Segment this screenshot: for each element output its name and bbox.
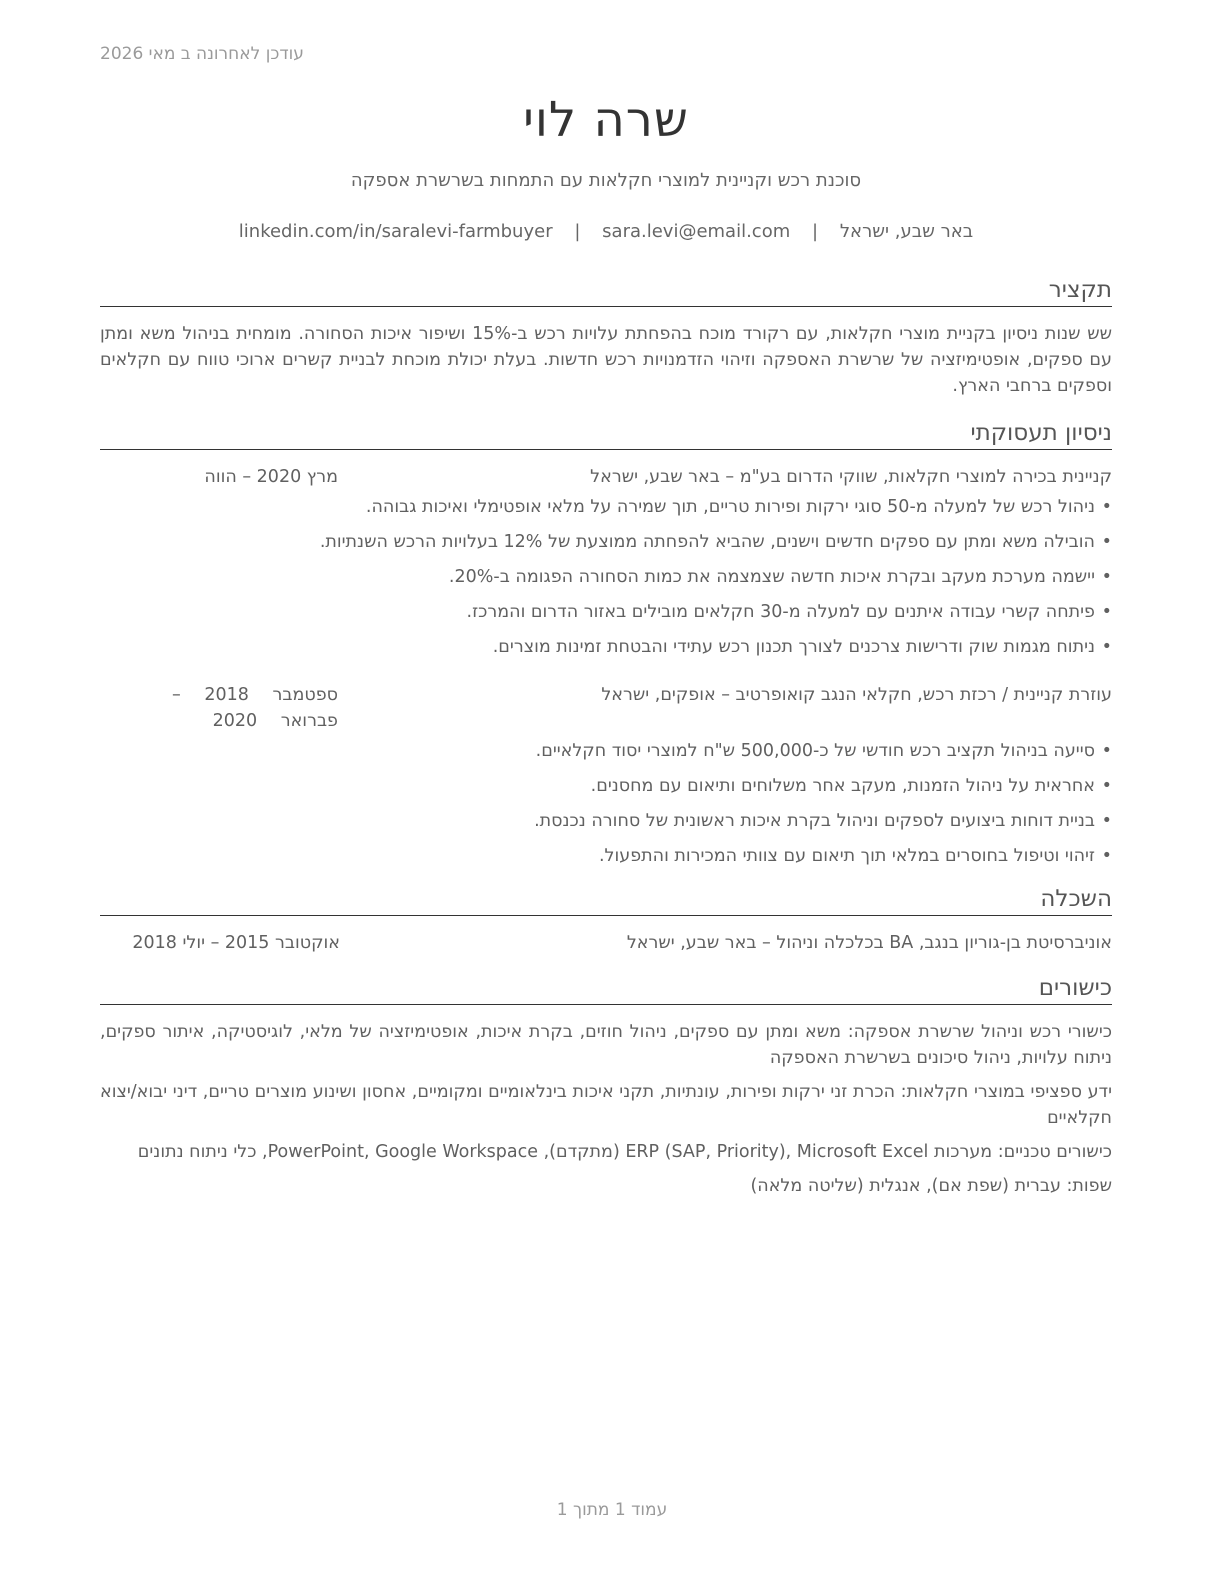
job-entry (100, 682, 1112, 869)
job-bullets (100, 494, 1112, 660)
last-updated-note: עודכן לאחרונה ב מאי 2026 (100, 44, 304, 64)
contact-line (100, 221, 1112, 242)
skill-item: ידע ספציפי במוצרי חקלאות: הכרת זני ירקות ופירות, עונתיות, תקני איכות בינלאומיים ומקומיים, אחסון ושינוע מוצרים טריים, דיני יבוא/יצוא חקלאיים (100, 1082, 1112, 1128)
resume-content (100, 276, 1112, 1207)
skills-heading: כישורים (100, 974, 1112, 1005)
job-bullet: • ניהול רכש של למעלה מ-50 סוגי ירקות ופירות טריים, תוך שמירה על מלאי אופטימלי ואיכות גבוהה. (100, 494, 1112, 520)
email-link[interactable]: sara.levi@email.com (602, 221, 791, 242)
education-entry (100, 930, 1112, 956)
job-bullet: • ניתוח מגמות שוק ודרישות צרכנים לצורך תכנון רכש עתידי והבטחת זמינות מוצרים. (100, 634, 1112, 660)
job-role: קניינית בכירה למוצרי חקלאות, שווקי הדרום בע"מ – באר שבע, ישראל (590, 467, 1112, 487)
experience-heading: ניסיון תעסוקתי (100, 419, 1112, 450)
job-bullet: • זיהוי וטיפול בחוסרים במלאי תוך תיאום עם צוותי המכירות והתפעול. (100, 843, 1112, 869)
skill-item: כישורים טכניים: מערכות ERP (SAP, Priority), Microsoft Excel (מתקדם), PowerPoint, Google Workspace, כלי ניתוח נתונים (137, 1142, 1112, 1162)
summary-text: שש שנות ניסיון בקניית מוצרי חקלאות, עם רקורד מוכח בהפחתת עלויות רכש ב-15% ושיפור איכות הסחורה. מומחית בניהול משא ומתן עם ספקים, אופטימיזציה של שרשרת האספקה וזיהוי הזדמנויות רכש חדשות. בעלת יכולת מוכחת לבניית קשרים ארוכי טווח עם חקלאים וספקים ברחבי הארץ. (100, 324, 1113, 396)
job-header (100, 682, 1112, 734)
page-number: עמוד 1 מתוך 1 (556, 1500, 668, 1520)
contact-separator: | (812, 221, 819, 242)
skill-item: כישורי רכש וניהול שרשרת אספקה: משא ומתן עם ספקים, ניהול חוזים, בקרת איכות, אופטימיזציה של מלאי, לוגיסטיקה, איתור ספקים, ניתוח עלויות, ניהול סיכונים בשרשרת האספקה (100, 1022, 1112, 1068)
education-institution: אוניברסיטת בן-גוריון בנגב, BA בכלכלה וניהול – באר שבע, ישראל (626, 933, 1112, 953)
summary-heading: תקציר (100, 276, 1112, 307)
education-heading: השכלה (100, 885, 1112, 916)
job-header (100, 464, 1112, 490)
candidate-title: סוכנת רכש וקניינית למוצרי חקלאות עם התמחות בשרשרת אספקה (350, 170, 862, 191)
linkedin-link[interactable]: linkedin.com/in/saralevi-farmbuyer (238, 221, 553, 242)
location-text: באר שבע, ישראל (839, 221, 974, 242)
job-bullet: • הובילה משא ומתן עם ספקים חדשים וישנים, שהביא להפחתה ממוצעת של 12% בעלויות הרכש השנתיות. (100, 529, 1112, 555)
job-dates: מרץ 2020 – הווה (204, 467, 338, 487)
job-bullet: • סייעה בניהול תקציב רכש חודשי של כ-500,000 ש"ח למוצרי יסוד חקלאיים. (100, 738, 1112, 764)
job-entry (100, 464, 1112, 660)
job-dates: ספטמבר 2018 – פברואר 2020 (172, 685, 338, 731)
job-bullet: • פיתחה קשרי עבודה איתנים עם למעלה מ-30 חקלאים מובילים באזור הדרום והמרכז. (100, 599, 1112, 625)
contact-separator: | (574, 221, 581, 242)
resume-header (100, 92, 1112, 242)
job-role: עוזרת קניינית / רכזת רכש, חקלאי הנגב קואופרטיב – אופקים, ישראל (601, 685, 1112, 705)
skill-item: שפות: עברית (שפת אם), אנגלית (שליטה מלאה) (750, 1176, 1112, 1196)
candidate-name: שרה לוי (523, 92, 689, 148)
job-bullet: • בניית דוחות ביצועים לספקים וניהול בקרת איכות ראשונית של סחורה נכנסת. (100, 808, 1112, 834)
job-bullet: • יישמה מערכת מעקב ובקרת איכות חדשה שצמצמה את כמות הסחורה הפגומה ב-20%. (100, 564, 1112, 590)
job-bullet: • אחראית על ניהול הזמנות, מעקב אחר משלוחים ותיאום עם מחסנים. (100, 773, 1112, 799)
job-bullets (100, 738, 1112, 869)
education-dates: אוקטובר 2015 – יולי 2018 (132, 933, 340, 953)
